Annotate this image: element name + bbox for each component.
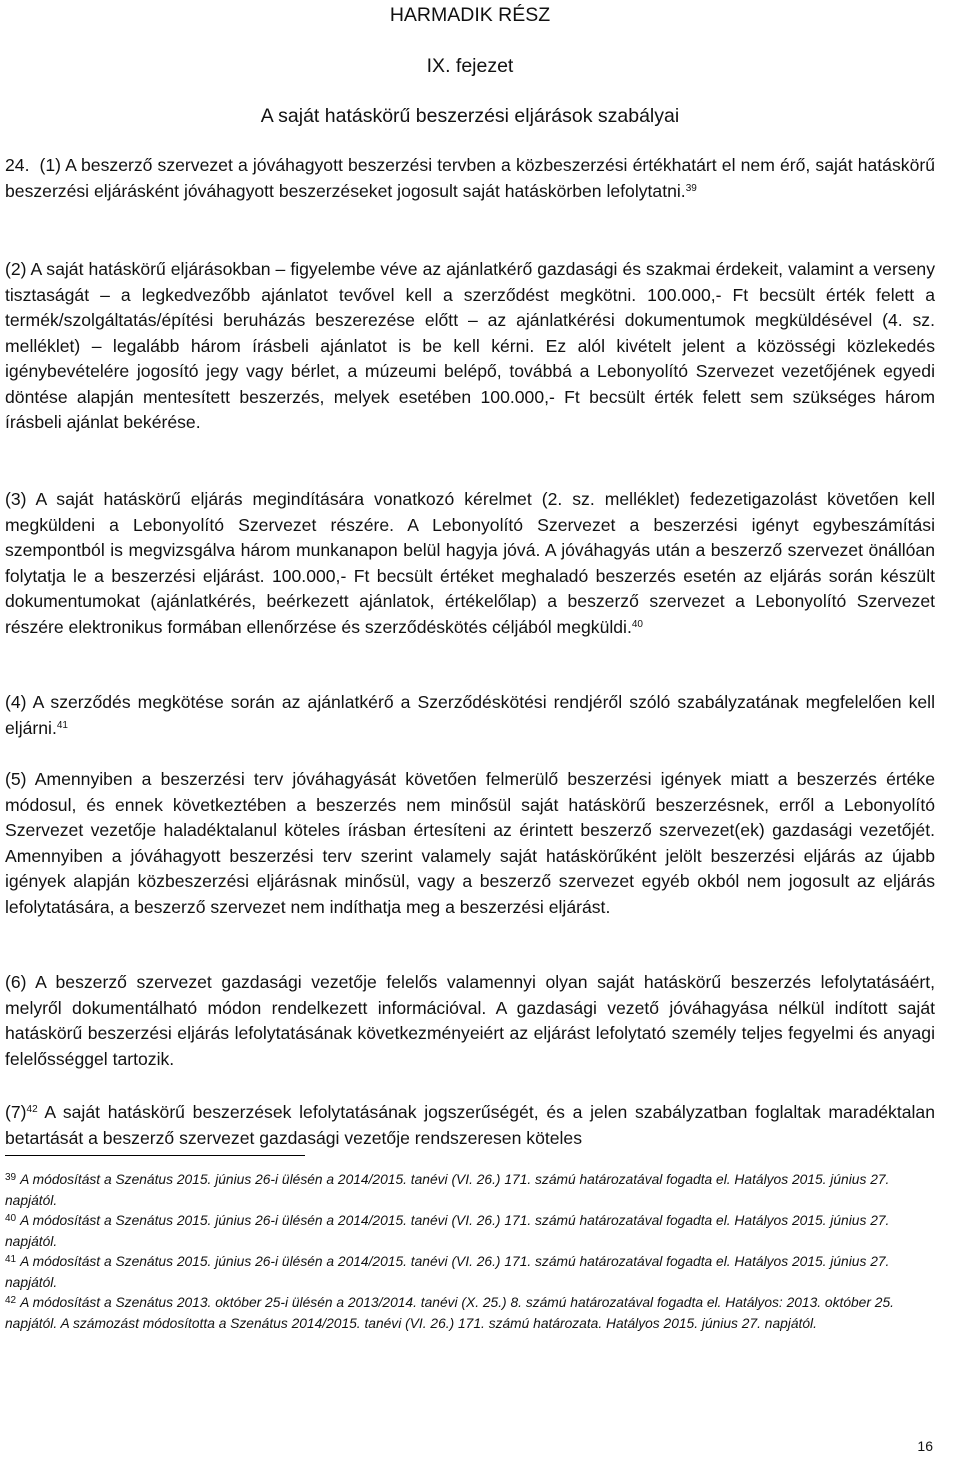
- section-title: A saját hatáskörű beszerzési eljárások szabályai: [260, 105, 680, 127]
- footnote-40: [5, 1211, 935, 1252]
- footnote-separator: [5, 1155, 305, 1156]
- section-number: 24.: [5, 155, 30, 175]
- paragraph-text: (1) A beszerző szervezet a jóváhagyott beszerzési tervben a közbeszerzési értékhatárt el nem érő, saját hatáskörű beszerzési eljárásként jóváhagyott beszerzéseket jogosult saját hatáskörben lefolytatni.: [5, 155, 935, 201]
- paragraph-text: (5) Amennyiben a beszerzési terv jóváhagyását követően felmerülő beszerzési igények miatt a beszerzés értéke módosul, és ennek következtében a beszerzés nem minősül saját hatáskörű beszerzésnek, erről a Lebonyolító Szervezet vezetője haladéktalanul köteles írásban értesíteni az érintett beszerző szervezet(ek) gazdasági vezetőjét. Amennyiben a jóváhagyott beszerzési terv szerint valamely saját hatáskörűként jelölt beszerzési eljárás az újabb igények alapján közbeszerzési eljárásnak minősül, vagy a beszerző szervezet egyéb okból nem jogosult az eljárás lefolytatására, a beszerző szervezet nem indíthatja meg a beszerzési eljárást.: [5, 769, 935, 917]
- paragraph-text: (6) A beszerző szervezet gazdasági vezetője felelős valamennyi olyan saját hatáskörű beszerzés lefolytatásáért, melyről dokumentálható módon rendelkezett információval. A gazdasági vezető jóváhagyása nélkül indított saját hatáskörű beszerzési eljárás lefolytatásának következményeiért az eljárást lefolytató személy teljes fegyelmi és anyagi felelősséggel tartozik.: [5, 972, 935, 1069]
- paragraph-text: (3) A saját hatáskörű eljárás megindítására vonatkozó kérelmet (2. sz. melléklet) fedezetigazolást követően kell megküldeni a Lebonyolító Szervezet részére. A Lebonyolító Szervezet a beszerzési igényt egybeszámítási szempontból is megvizsgálva három munkanapon belül hagyja jóvá. A jóváhagyás után a beszerző szervezet önállóan folytatja le a beszerzési eljárást. 100.000,- Ft becsült értéket meghaladó beszerzés esetén az eljárás során készült dokumentumokat (ajánlatkérés, beérkezett ajánlatok, értékelőlap) a beszerző szervezet a Lebonyolító Szervezet részére elektronikus formában ellenőrzése és szerződéskötés céljából megküldi.: [5, 489, 935, 637]
- paragraph-2: [5, 257, 935, 436]
- paragraph-24-1: [5, 153, 935, 204]
- footnote-number: 40: [5, 1213, 17, 1224]
- paragraph-5: [5, 767, 935, 920]
- footnote-42: [5, 1293, 935, 1334]
- page-number: 16: [917, 1438, 933, 1454]
- chapter-title: IX. fejezet: [426, 55, 514, 77]
- paragraph-label: (7): [5, 1102, 27, 1122]
- paragraph-text: (4) A szerződés megkötése során az ajánlatkérő a Szerződéskötési rendjéről szóló szabályzatának megfelelően kell eljárni.: [5, 692, 935, 738]
- footnote-number: 42: [5, 1295, 17, 1306]
- footnote-ref-42: 42: [26, 1104, 38, 1115]
- paragraph-text: (2) A saját hatáskörű eljárásokban – figyelembe véve az ajánlatkérő gazdasági és szakmai érdekeit, valamint a verseny tisztaságát – a legkedvezőbb ajánlatot tevővel kell a szerződést megkötni. 100.000,- Ft becsült érték felett a termék/szolgáltatás/építési beruházás beszerezése előtt – az ajánlatkérési dokumentumok megküldésével (4. sz. melléklet) – legalább három írásbeli ajánlatot is be kell kérni. Ez alól kivételt jelent a közösségi közlekedés igénybevételére jogosító jegy vagy bérlet, a múzeumi belépő, továbbá a Lebonyolító Szervezet vezetőjének egyedi döntése alapján mentesített beszerzés, melyek esetében 100.000,- Ft becsült érték felett sem szükséges három írásbeli ajánlat bekérése.: [5, 259, 935, 432]
- footnote-text: A módosítást a Szenátus 2013. október 25-i ülésén a 2013/2014. tanévi (X. 25.) 8. számú határozatával fogadta el. Hatályos: 2013. október 25. napjától. A számozást módosította a Szenátus 2014/2015. tanévi (VI. 26.) 171. számú határozata. Hatályos 2015. június 27. napjától.: [5, 1295, 894, 1331]
- paragraph-text: A saját hatáskörű beszerzések lefolytatásának jogszerűségét, és a jelen szabályzatban foglaltak maradéktalan betartását a beszerző szervezet gazdasági vezetője rendszeresen köteles: [5, 1102, 935, 1148]
- footnote-number: 39: [5, 1172, 17, 1183]
- footnote-text: A módosítást a Szenátus 2015. június 26-i ülésén a 2014/2015. tanévi (VI. 26.) 171. számú határozatával fogadta el. Hatályos 2015. június 27. napjától.: [5, 1172, 890, 1208]
- footnote-41: [5, 1252, 935, 1293]
- footnote-text: A módosítást a Szenátus 2015. június 26-i ülésén a 2014/2015. tanévi (VI. 26.) 171. számú határozatával fogadta el. Hatályos 2015. június 27. napjától.: [5, 1213, 890, 1249]
- paragraph-3: [5, 487, 935, 640]
- footnote-text: A módosítást a Szenátus 2015. június 26-i ülésén a 2014/2015. tanévi (VI. 26.) 171. számú határozatával fogadta el. Hatályos 2015. június 27. napjától.: [5, 1254, 890, 1290]
- footnote-39: [5, 1170, 935, 1211]
- footnote-number: 41: [5, 1254, 17, 1265]
- document-page: [5, 0, 935, 1460]
- part-title: HARMADIK RÉSZ: [389, 4, 551, 26]
- paragraph-7: [5, 1100, 935, 1151]
- footnote-ref-41: 41: [56, 719, 68, 731]
- footnote-ref-39: 39: [685, 182, 697, 194]
- paragraph-6: [5, 970, 935, 1072]
- footnote-ref-40: 40: [631, 618, 643, 630]
- paragraph-4: [5, 690, 935, 741]
